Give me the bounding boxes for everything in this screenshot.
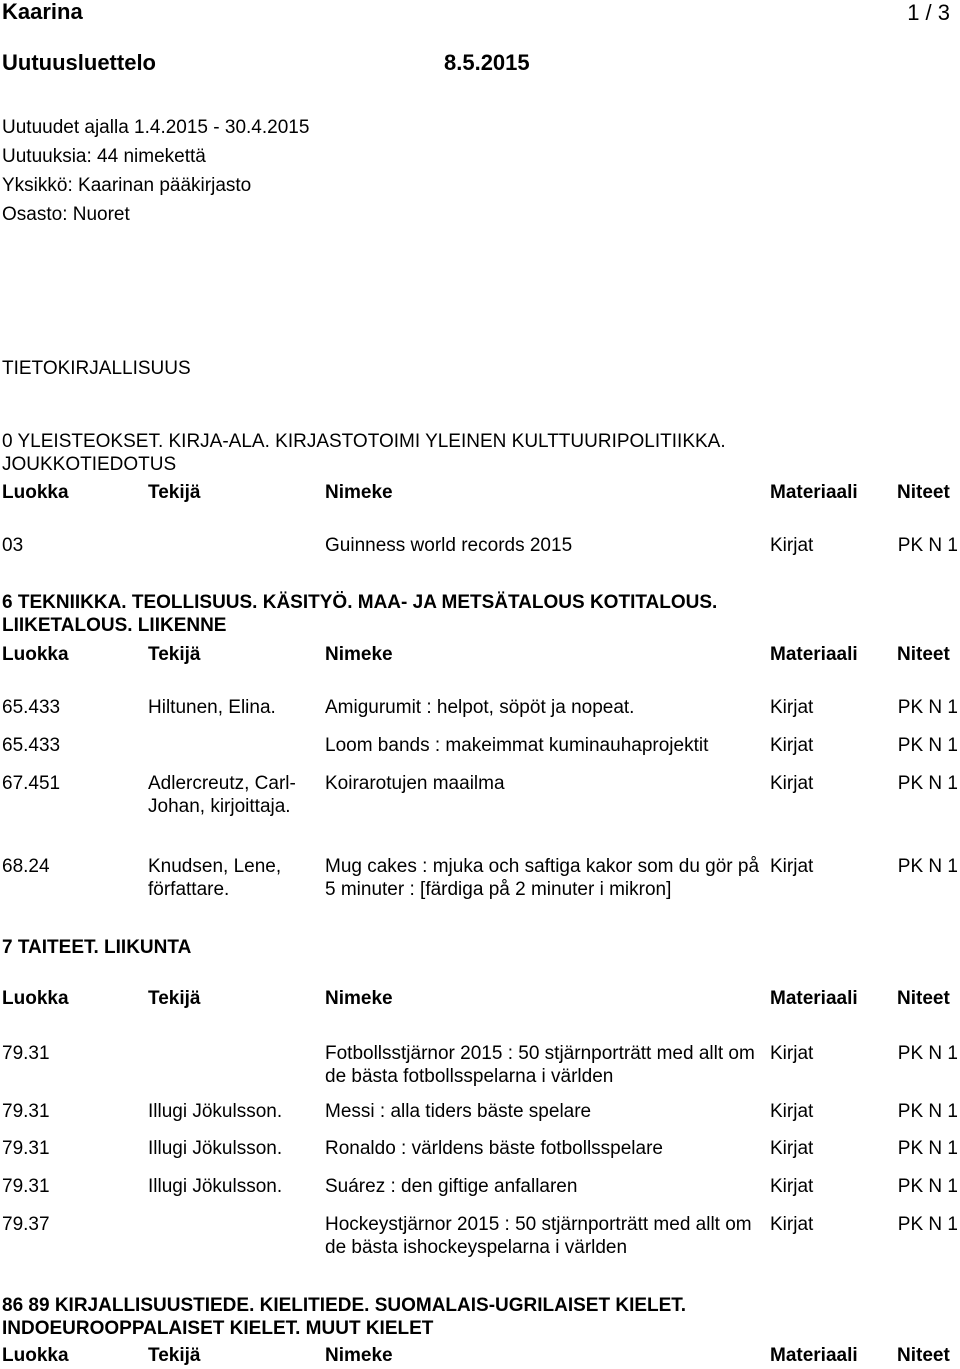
cell-tekija: Knudsen, Lene, författare. [148,856,282,900]
cell-tekija: Illugi Jökulsson. [148,1101,283,1122]
cell-nimeke: Messi : alla tiders bäste spelare [325,1101,592,1122]
list-title: Uutuusluettelo [2,50,156,75]
cell-niteet: PK N 1 [897,535,958,556]
col-niteet: Niteet [897,988,950,1009]
cell-niteet: PK N 1 [897,1214,958,1235]
cell-niteet: PK N 1 [897,697,958,718]
cell-tekija: Hiltunen, Elina. [148,697,276,718]
cell-nimeke: Hockeystjärnor 2015 : 50 stjärnporträtt med allt om de bästa ishockeyspelarna i världen [325,1214,752,1258]
cell-nimeke: Loom bands : makeimmat kuminauhaprojektit [325,735,709,756]
page-number: 1 / 3 [907,0,950,25]
cell-materiaali: Kirjat [770,856,814,877]
cell-materiaali: Kirjat [770,735,814,756]
section-heading: 6 TEKNIIKKA. TEOLLISUUS. KÄSITYÖ. MAA- JA METSÄTALOUS KOTITALOUS. LIIKETALOUS. LIIKENNE [2,592,718,636]
cell-luokka: 79.31 [2,1138,50,1159]
count-text: Uutuuksia: 44 nimekettä [2,146,206,167]
cell-luokka: 03 [2,535,24,556]
col-tekija: Tekijä [148,988,201,1009]
cell-niteet: PK N 1 [897,856,958,877]
library-name: Kaarina [2,0,83,24]
col-luokka: Luokka [2,1345,69,1366]
cell-materiaali: Kirjat [770,1176,814,1197]
cell-luokka: 65.433 [2,697,61,718]
cell-materiaali: Kirjat [770,697,814,718]
cell-niteet: PK N 1 [897,1043,958,1064]
cell-luokka: 68.24 [2,856,50,877]
cell-niteet: PK N 1 [897,735,958,756]
cell-materiaali: Kirjat [770,1101,814,1122]
cell-materiaali: Kirjat [770,773,814,794]
col-materiaali: Materiaali [770,644,858,665]
cell-materiaali: Kirjat [770,1138,814,1159]
col-luokka: Luokka [2,988,69,1009]
cell-nimeke: Mug cakes : mjuka och saftiga kakor som du gör på 5 minuter : [färdiga på 2 minuter i mikron] [325,856,760,900]
cell-luokka: 79.31 [2,1043,50,1064]
col-tekija: Tekijä [148,482,201,503]
cell-materiaali: Kirjat [770,1043,814,1064]
cell-nimeke: Suárez : den giftige anfallaren [325,1176,578,1197]
cell-nimeke: Amigurumit : helpot, söpöt ja nopeat. [325,697,635,718]
section-heading: 86 89 KIRJALLISUUSTIEDE. KIELITIEDE. SUOMALAIS-UGRILAISET KIELET. INDOEUROOPPALAISET KIELET. MUUT KIELET [2,1295,687,1339]
cell-materiaali: Kirjat [770,535,814,556]
cell-tekija: Adlercreutz, Carl-Johan, kirjoittaja. [148,773,296,817]
category-heading: TIETOKIRJALLISUUS [2,358,191,379]
col-materiaali: Materiaali [770,1345,858,1366]
cell-niteet: PK N 1 [897,773,958,794]
department-text: Osasto: Nuoret [2,204,130,225]
cell-niteet: PK N 1 [897,1176,958,1197]
cell-nimeke: Koirarotujen maailma [325,773,505,794]
col-luokka: Luokka [2,482,69,503]
cell-luokka: 67.451 [2,773,61,794]
section-heading: 0 YLEISTEOKSET. KIRJA-ALA. KIRJASTOTOIMI YLEINEN KULTTUURIPOLITIIKKA. JOUKKOTIEDOTUS [2,431,726,475]
cell-materiaali: Kirjat [770,1214,814,1235]
col-nimeke: Nimeke [325,482,393,503]
cell-luokka: 79.31 [2,1176,50,1197]
col-nimeke: Nimeke [325,644,393,665]
col-materiaali: Materiaali [770,482,858,503]
section-heading: 7 TAITEET. LIIKUNTA [2,937,192,958]
col-luokka: Luokka [2,644,69,665]
col-nimeke: Nimeke [325,1345,393,1366]
cell-luokka: 79.37 [2,1214,50,1235]
cell-nimeke: Fotbollsstjärnor 2015 : 50 stjärnporträtt med allt om de bästa fotbollsspelarna i världen [325,1043,755,1087]
col-tekija: Tekijä [148,1345,201,1366]
cell-niteet: PK N 1 [897,1101,958,1122]
col-niteet: Niteet [897,482,950,503]
period-text: Uutuudet ajalla 1.4.2015 - 30.4.2015 [2,117,310,138]
cell-tekija: Illugi Jökulsson. [148,1138,283,1159]
col-niteet: Niteet [897,1345,950,1366]
cell-nimeke: Ronaldo : världens bäste fotbollsspelare [325,1138,663,1159]
cell-tekija: Illugi Jökulsson. [148,1176,283,1197]
col-tekija: Tekijä [148,644,201,665]
cell-niteet: PK N 1 [897,1138,958,1159]
cell-nimeke: Guinness world records 2015 [325,535,573,556]
cell-luokka: 79.31 [2,1101,50,1122]
list-date: 8.5.2015 [444,50,530,75]
col-materiaali: Materiaali [770,988,858,1009]
col-nimeke: Nimeke [325,988,393,1009]
col-niteet: Niteet [897,644,950,665]
unit-text: Yksikkö: Kaarinan pääkirjasto [2,175,252,196]
cell-luokka: 65.433 [2,735,61,756]
